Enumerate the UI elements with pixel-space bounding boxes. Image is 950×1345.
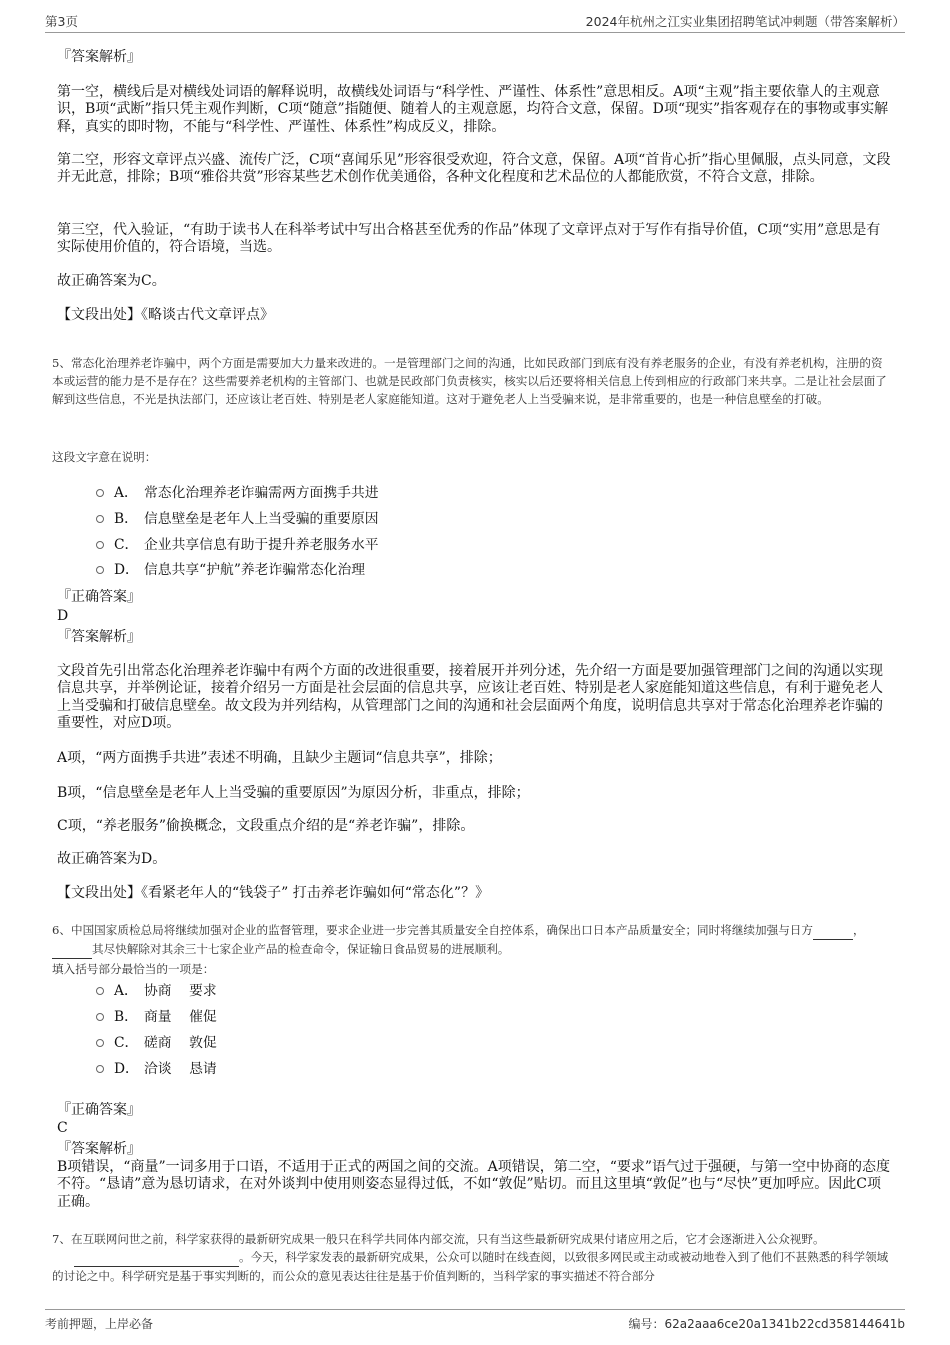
radio-icon[interactable] [96,1013,104,1021]
document-code: 编号：62a2aaa6ce20a1341b22cd358144641b [628,1317,905,1331]
analysis-paragraph-2: 第二空，形容文章评点兴盛、流传广泛，C项“喜闻乐见”形容很受欢迎，符合文意，保留。A项“首肯心折”指心里佩服，点头同意，文段并无此意，排除；B项“雅俗共赏”形容某些艺术创作优美通俗，各种文化程度和艺术品位的人都能欣赏，不符合文意，排除。 [57,152,891,186]
radio-icon[interactable] [96,566,104,574]
option-a-analysis: A项，“两方面携手共进”表述不明确，且缺少主题词“信息共享”，排除； [57,750,502,766]
blank-2 [52,940,92,959]
question-6-option-d[interactable]: D． 洽谈 恳请 [96,1060,217,1078]
radio-icon[interactable] [96,1065,104,1073]
option-c-analysis: C项，“养老服务”偷换概念，文段重点介绍的是“养老诈骗”，排除。 [57,818,475,834]
analysis-tag: 『答案解析』 [57,629,141,645]
blank-1 [74,1248,239,1267]
page-number: 第3页 [45,14,78,29]
question-5-option-c[interactable]: C． 企业共享信息有助于提升养老服务水平 [96,536,379,554]
analysis-tag: 『答案解析』 [57,49,141,65]
page-footer [45,1309,905,1334]
correct-answer-value: D [57,608,69,624]
analysis-paragraph-1: 第一空，横线后是对横线处词语的解释说明，故横线处词语与“科学性、严谨性、体系性”意思相反。A项“主观”指主要依靠人的主观意识，B项“武断”指只凭主观作判断，C项“随意”指随便、随着人的主观意愿，均符合文意，保留。D项“现实”指客观存在的事物或事实解释，真实的即时物，不能与“科学性、严谨性、体系性”构成反义，排除。 [57,84,889,135]
question-7-stem: 7、在互联网问世之前，科学家获得的最新研究成果一般只在科学共同体内部交流，只有当这些最新研究成果付诸应用之后，它才会逐渐进入公众视野。 。今天，科学家发表的最新研究成果，公众可以随时在线查阅，以致很多网民或主动或被动地卷入到了他们不甚熟悉的科学领域的讨论之中。科学研究是基于事实判断的，而公众的意见表达往往是基于价值判断的，当科学家的事实描述不符合部分 [52,1232,889,1283]
footer-slogan: 考前押题，上岸必备 [45,1317,154,1331]
final-answer: 故正确答案为C。 [57,273,166,289]
question-6-stem: 6、中国国家质检总局将继续加强对企业的监督管理，要求企业进一步完善其质量安全自控体系，确保出口日本产品质量安全；同时将继续加强与日方 ， 其尽快解除对其余三十七家企业产品的检查命令，保证输日食品贸易的进展顺利。 [52,921,894,959]
radio-icon[interactable] [96,515,104,523]
question-6-prompt: 填入括号部分最恰当的一项是： [52,962,215,976]
radio-icon[interactable] [96,1039,104,1047]
question-6-option-b[interactable]: B． 商量 催促 [96,1008,217,1026]
correct-answer-tag: 『正确答案』 [57,1102,141,1118]
passage-source: 【文段出处】《看紧老年人的“钱袋子” 打击养老诈骗如何“常态化”？》 [57,885,490,901]
question-5-analysis: 文段首先引出常态化治理养老诈骗中有两个方面的改进很重要，接着展开并列分述，先介绍一方面是要加强管理部门之间的沟通以实现信息共享，并举例论证，接着介绍另一方面是社会层面的信息共享，应该让老百姓、特别是老人家庭能知道这些信息，有利于避免老人上当受骗和打破信息壁垒。故文段为并列结构，从管理部门之间的沟通和社会层面两个角度，说明信息共享对于常态化治理养老诈骗的重要性，对应D项。 [57,663,883,732]
correct-answer-value: C [57,1120,68,1136]
question-5-option-d[interactable]: D． 信息共享“护航”养老诈骗常态化治理 [96,561,365,579]
blank-1 [813,921,853,940]
question-6-analysis: B项错误，“商量”一词多用于口语，不适用于正式的两国之间的交流。A项错误，第二空，“要求”语气过于强硬，与第一空中协商的态度不符。“恳请”意为恳切请求，在对外谈判中使用则姿态显得过低，不如“敦促”贴切。而且这里填“敦促”也与“尽快”更加呼应。因此C项正确。 [57,1159,891,1210]
question-5-prompt: 这段文字意在说明： [52,450,157,464]
correct-answer-tag: 『正确答案』 [57,589,141,605]
question-5-option-b[interactable]: B． 信息壁垒是老年人上当受骗的重要原因 [96,510,379,528]
analysis-paragraph-3: 第三空，代入验证，“有助于读书人在科举考试中写出合格甚至优秀的作品”体现了文章评点对于写作有指导价值，C项“实用”意思是有实际使用价值的，符合语境，当选。 [57,222,881,256]
document-title: 2024年杭州之江实业集团招聘笔试冲刺题（带答案解析） [585,14,905,29]
page-header [45,10,905,33]
radio-icon[interactable] [96,541,104,549]
final-answer: 故正确答案为D。 [57,851,167,867]
passage-source: 【文段出处】《略谈古代文章评点》 [57,307,274,323]
question-5-option-a[interactable]: A． 常态化治理养老诈骗需两方面携手共进 [96,484,379,502]
radio-icon[interactable] [96,489,104,497]
radio-icon[interactable] [96,987,104,995]
analysis-tag: 『答案解析』 [57,1141,141,1157]
option-b-analysis: B项，“信息壁垒是老年人上当受骗的重要原因”为原因分析，非重点，排除； [57,785,530,801]
question-6-option-a[interactable]: A． 协商 要求 [96,982,217,1000]
question-5-stem: 5、常态化治理养老诈骗中，两个方面是需要加大力量来改进的。一是管理部门之间的沟通，比如民政部门到底有没有养老服务的企业，有没有养老机构，注册的资本或运营的能力是不是存在？这些需要养老机构的主管部门、也就是民政部门负责核实，核实以后还要将相关信息上传到相应的行政部门来共享。二是让社会层面了解到这些信息，不光是执法部门，还应该让老百姓、特别是老人家庭能知道。这对于避免老人上当受骗来说，是非常重要的，也是一种信息壁垒的打破。 [52,356,887,406]
question-6-option-c[interactable]: C． 磋商 敦促 [96,1034,217,1052]
